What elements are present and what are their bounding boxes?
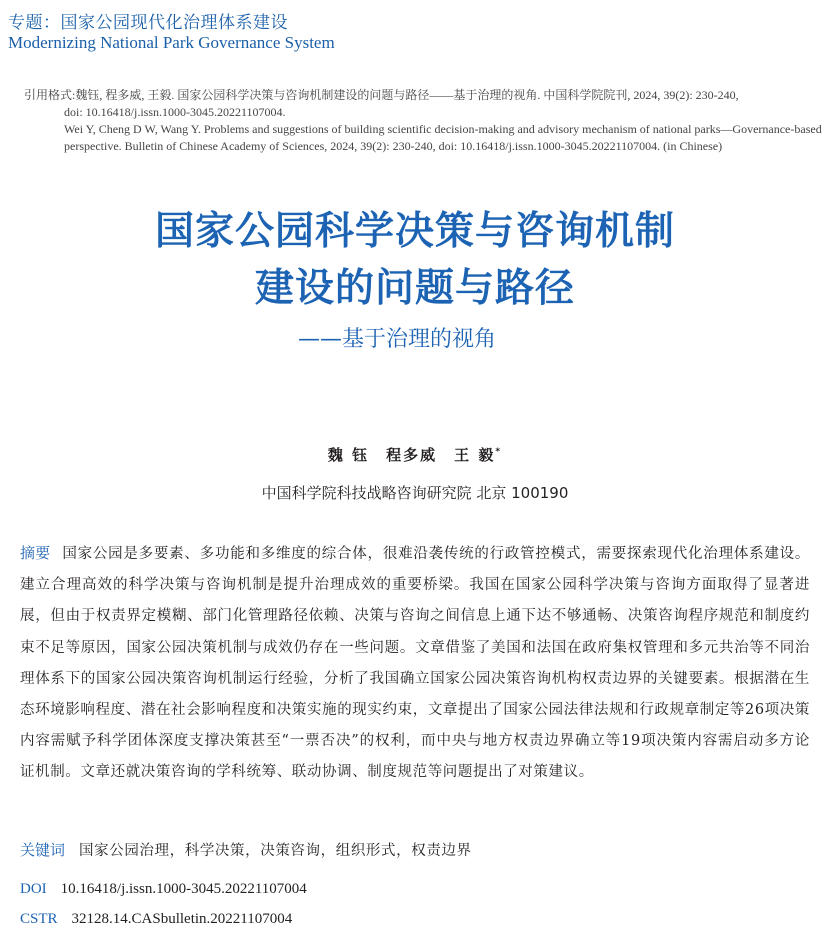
cstr-value[interactable]: 32128.14.CASbulletin.20221107004 bbox=[71, 911, 293, 927]
author-names: 魏 钰 程多威 王 毅 bbox=[327, 446, 496, 464]
citation-doi: doi: 10.16418/j.issn.1000-3045.20221107004. bbox=[64, 105, 286, 119]
topic-chinese: 专题：国家公园现代化治理体系建设 bbox=[8, 13, 288, 33]
topic-english: Modernizing National Park Governance System bbox=[8, 33, 335, 52]
author-list bbox=[0, 444, 830, 465]
cstr-label: CSTR bbox=[20, 911, 58, 927]
keywords-text: 国家公园治理，科学决策，决策咨询，组织形式，权责边界 bbox=[79, 843, 472, 859]
doi-label: DOI bbox=[20, 881, 47, 897]
keywords bbox=[20, 839, 810, 860]
citation-block bbox=[24, 87, 824, 155]
abstract bbox=[20, 538, 810, 789]
citation-english: Wei Y, Cheng D W, Wang Y. Problems and suggestions of building scientific decision-making and advisory mechanism of national parks—Governance-based perspective. Bulletin of Chinese Academy of Sciences, 2024, 39(2): 230-240, doi: 10.16418/j.issn.1000-3045.20221107004. (in Chinese) bbox=[64, 122, 822, 153]
paper-title-line-1: 国家公园科学决策与咨询机制 bbox=[154, 209, 675, 254]
abstract-text: 国家公园是多要素、多功能和多维度的综合体，很难沿袭传统的行政管控模式，需要探索现代化治理体系建设。建立合理高效的科学决策与咨询机制是提升治理成效的重要桥梁。我国在国家公园科学决策与咨询方面取得了显著进展，但由于权责界定模糊、部门化管理路径依赖、决策与咨询之间信息上通下达不够通畅、决策咨询程序规范和制度约束不足等原因，国家公园决策机制与成效仍存在一些问题。文章借鉴了美国和法国在政府集权管理和多元共治等不同治理体系下的国家公园决策咨询机制运行经验，分析了我国确立国家公园决策咨询机构权责边界的关键要素。根据潜在生态环境影响程度、潜在社会影响程度和决策实施的现实约束，文章提出了国家公园法律法规和行政规章制定等26项决策内容需赋予科学团体深度支撑决策甚至“一票否决”的权利，而中央与地方权责边界确立等19项决策内容需启动多方论证机制。文章还就决策咨询的学科统筹、联动协调、制度规范等问题提出了对策建议。 bbox=[20, 546, 810, 781]
doi-line bbox=[20, 881, 307, 898]
doi-value[interactable]: 10.16418/j.issn.1000-3045.20221107004 bbox=[60, 881, 307, 897]
paper-subtitle: ——基于治理的视角 bbox=[298, 327, 497, 352]
paper-title-line-2: 建设的问题与路径 bbox=[254, 266, 575, 311]
citation-line-cn: 引用格式:魏钰, 程多威, 王毅. 国家公园科学决策与咨询机制建设的问题与路径——基于治理的视角. 中国科学院院刊, 2024, 39(2): 230-240, bbox=[24, 88, 739, 102]
corresponding-author-mark: * bbox=[495, 447, 503, 457]
abstract-label: 摘要 bbox=[20, 544, 51, 562]
affiliation: 中国科学院科技战略咨询研究院 北京 100190 bbox=[261, 484, 569, 502]
cstr-line bbox=[20, 911, 292, 928]
keywords-label: 关键词 bbox=[20, 841, 66, 859]
